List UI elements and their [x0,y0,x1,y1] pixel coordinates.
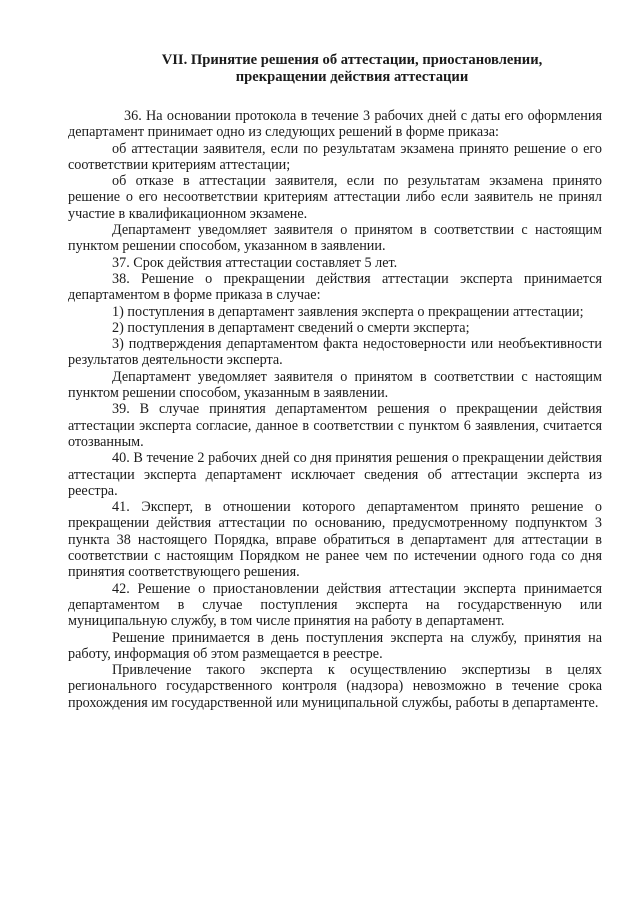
paragraph-42-decision: Решение принимается в день поступления эксперта на службу, принятия на работу, информация об этом размещается в реестре. [68,629,602,662]
paragraph-42-restriction: Привлечение такого эксперта к осуществлению экспертизы в целях регионального государственного контроля (надзора) невозможно в течение срока прохождения им государственной или муниципальной службы, работы в департаменте. [68,662,602,711]
section-heading [68,52,602,86]
paragraph-39: 39. В случае принятия департаментом решения о прекращении действия аттестации эксперта согласие, данное в соответствии с пунктом 6 заявления, считается отозванным. [68,401,602,450]
paragraph-36-option-1: об аттестации заявителя, если по результатам экзамена принято решение о его соответствии критериям аттестации; [68,140,602,173]
paragraph-40: 40. В течение 2 рабочих дней со дня принятия решения о прекращении действия аттестации эксперта департамент исключает сведения об аттестации эксперта из реестра. [68,450,602,499]
paragraph-42: 42. Решение о приостановлении действия аттестации эксперта принимается департаментом в случае поступления эксперта на государственную или муниципальную службу, в том числе принятия на работу в департамент. [68,580,602,630]
paragraph-38-item-3: 3) подтверждения департаментом факта недостоверности или необъективности результатов деятельности эксперта. [68,336,602,369]
paragraph-38-item-1: 1) поступления в департамент заявления эксперта о прекращении аттестации; [112,303,584,320]
paragraph-38-item-2: 2) поступления в департамент сведений о смерти эксперта; [112,319,470,336]
paragraph-36: 36. На основании протокола в течение 3 рабочих дней с даты его оформления департамент принимает одно из следующих решений в форме приказа: [68,108,602,141]
paragraph-37: 37. Срок действия аттестации составляет 5 лет. [112,254,398,271]
paragraph-38: 38. Решение о прекращении действия аттестации эксперта принимается департаментом в форме приказа в случае: [68,270,602,304]
paragraph-36-notice: Департамент уведомляет заявителя о принятом в соответствии с настоящим пунктом решении способом, указанном в заявлении. [68,222,602,255]
section-title-line-1: VII. Принятие решения об аттестации, приостановлении, [161,52,543,68]
document-body [68,108,602,711]
section-title-line-2: прекращении действия аттестации [235,69,469,85]
paragraph-38-notice: Департамент уведомляет заявителя о принятом в соответствии с настоящим пунктом решении способом, указанным в заявлении. [68,368,602,402]
paragraph-36-option-2: об отказе в аттестации заявителя, если по результатам экзамена принято решение о его несоответствии критериям аттестации либо если заявитель не принял участие в квалификационном экзамене. [68,173,602,222]
paragraph-41: 41. Эксперт, в отношении которого департаментом принято решение о прекращении действия аттестации по основанию, предусмотренному подпунктом 3 пункта 38 настоящего Порядка, вправе обратиться в департамент для аттестации в соответствии с настоящим Порядком не ранее чем по истечении одного года со дня принятия соответствующего решения. [68,499,602,581]
